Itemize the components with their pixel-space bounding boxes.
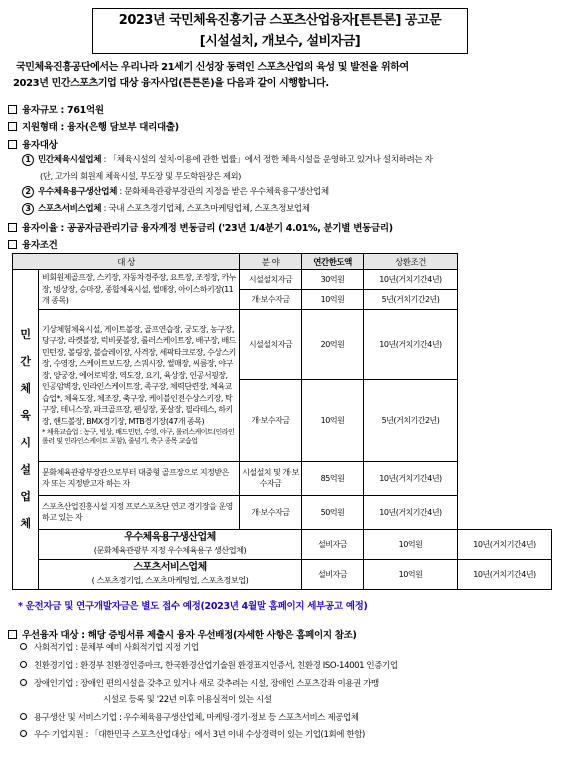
square-bullet-icon (8, 105, 17, 114)
section-target: 융자대상 (8, 137, 58, 151)
square-bullet-icon (8, 140, 17, 149)
table-header-row (13, 254, 552, 270)
priority-item-goods-service: 용구생산 및 서비스기업 : 우수체육용구생산업체, 마케팅·경기·정보 등 스포츠서비스 제공업체 (20, 710, 359, 726)
table-row: 개·보수자금 10억원 5년(거치기간2년) (13, 379, 552, 461)
circle-bullet-icon (20, 730, 27, 737)
loan-conditions-table (12, 253, 552, 590)
circled-number-icon: 2 (22, 186, 34, 198)
intro-line-1: 국민체육진흥공단에서는 우리나라 21세기 신성장 동력인 스포츠산업의 육성 및 발전을 위하여 (16, 62, 409, 73)
table-row: 스포츠산업진흥시설 지정 프로스포츠단 연고 경기장을 운영하고 있는 자 개·보수자금 50억원 10년(거치기간4년) (13, 495, 552, 529)
row-desc-1: 비회원제골프장, 스키장, 자동차경주장, 요트장, 조정장, 카누장, 빙상장, 승마장, 종합체육시설, 썰매장, 아이스하키장(11개 종목) (39, 270, 240, 310)
row-desc-2: 기상체험체육시설, 게이트볼장, 골프연습장, 궁도장, 농구장, 당구장, 라켓볼장, 럭비풋볼장, 롤러스케이트장, 배구장, 배드민턴장, 볼링장, 볼슬레이장, 사격장, 세팍타크로장, 수상스키장, 수영장, 스케이트보드장, 스쿼시장, 썰매장, 씨름장, 야구장, 양궁장, 에어로빅장, 역도장, 요기, 육상장, 인공서핑장, 인공암벽장, 인라인스케이트장, 족구장, 체력단련장, 체육교습업*, 체육도장, 체조장, 축구장, 케이블인전수상스키장, 탁구장, 테니스장, 파크골프장, 펜싱장, 풋살장, 필라테스, 하키장, 핸드볼장, BMX경기장, MTB경기장(47개 종목) * 체육교습업 : 농구, 빙상, 배드민턴, 수영, 야구, 롤러스케이트(인라인롤러 및 인라인스케이트 포함), 줄넘기, 축구 종목 교습업 (39, 309, 240, 461)
priority-item-award: 우수 기업지원 : 「대한민국 스포츠산업대상」에서 3년 이내 수상경력이 있는 기업(1회에 한함) (20, 727, 365, 743)
intro-paragraph (13, 60, 553, 92)
header-repay: 상환조건 (364, 254, 458, 270)
section-form: 지원형태 : 융자(은행 담보부 대리대출) (8, 119, 179, 133)
priority-item-social: 사회적기업 : 문체부 예비 사회적기업 지정 기업 (20, 640, 199, 656)
table-row: 기상체험체육시설, 게이트볼장, 골프연습장, 궁도장, 농구장, 당구장, 라켓볼장, 럭비풋볼장, 롤러스케이트장, 배구장, 배드민턴장, 볼링장, 볼슬레이장, 사격장, 세팍타크로장, 수상스키장, 수영장, 스케이트보드장, 스쿼시장, 썰매장, 씨름장, 야구장, 양궁장, 에어로빅장, 역도장, 요기, 육상장, 인공서핑장, 인공암벽장, 인라인스케이트장, 족구장, 체력단련장, 체육교습업*, 체육도장, 체조장, 축구장, 케이블인전수상스키장, 탁구장, 테니스장, 파크골프장, 펜싱장, 풋살장, 필라테스, 하키장, 핸드볼장, BMX경기장, MTB경기장(47개 종목) * 체육교습업 : 농구, 빙상, 배드민턴, 수영, 야구, 롤러스케이트(인라인롤러 및 인라인스케이트 포함), 줄넘기, 축구 종목 교습업 시설설치자금 20억원 10년(거치기간4년) (13, 309, 552, 379)
circle-bullet-icon (20, 643, 27, 650)
section-priority: 우선융자 대상 : 해당 증빙서류 제출시 융자 우선배정(자세한 사항은 홈페이지 참조) (8, 627, 357, 641)
target-item-2: 2 우수체육용구생산업체 : 문화체육관광부장관의 지정을 받은 우수체육용구생산업체 (22, 185, 329, 198)
circle-bullet-icon (20, 713, 27, 720)
intro-line-2: 2023년 민간스포츠기업 대상 융자사업(튼튼론)을 다음과 같이 시행합니다. (13, 78, 329, 89)
section-rate: 융자이율 : 공공자금관리기금 융자계정 변동금리 ('23년 1/4분기 4.01%, 분기별 변동금리) (8, 220, 393, 234)
row-sporting-goods-maker: 우수체육용구생산업체 (문화체육관광부 지정 우수체육용구 생산업체) (39, 529, 302, 559)
target-item-3: 3 스포츠서비스업체 : 국내 스포츠경기업체, 스포츠마케팅업체, 스포츠정보업체 (22, 202, 310, 215)
circle-bullet-icon (20, 679, 27, 686)
side-label-private-facility: 민 간 체 육 시 설 업 체 (13, 270, 39, 590)
priority-item-eco: 친환경기업 : 환경부 친환경인증마크, 한국환경산업기술원 환경표지인증서, 친환경 ISO-14001 인증기업 (20, 658, 398, 674)
section-scale: 융자규모 : 761억원 (8, 102, 104, 116)
target-note: (단, 고가의 회원제 체육시설, 무도장 및 무도학원장은 제외) (40, 171, 241, 181)
title-line-2: [시설설치, 개보수, 설비자금] (199, 34, 361, 49)
table-row: 우수체육용구생산업체 (문화체육관광부 지정 우수체육용구 생산업체) 설비자금 10억원 10년(거치기간4년) (13, 529, 552, 559)
header-field: 분 야 (240, 254, 302, 270)
table-row: 민 간 체 육 시 설 업 체 비회원제골프장, 스키장, 자동차경주장, 요트장, 조정장, 카누장, 빙상장, 승마장, 종합체육시설, 썰매장, 아이스하키장(11개 종목) 시설설치자금 30억원 10년(거치기간4년) (13, 270, 552, 290)
table-row: 스포츠서비스업체 ( 스포츠경기업, 스포츠마케팅업, 스포츠정보업) 설비자금 10억원 10년(거치기간4년) (13, 559, 552, 589)
circle-bullet-icon (20, 661, 27, 668)
row-sports-service: 스포츠서비스업체 ( 스포츠경기업, 스포츠마케팅업, 스포츠정보업) (39, 559, 302, 589)
section-conditions: 융자조건 (8, 237, 58, 251)
table-row: 개·보수자금 10억원 5년(거치기간2년) (13, 289, 552, 309)
square-bullet-icon (8, 240, 17, 249)
notice-title-box (92, 8, 468, 54)
priority-item-disabled-cont: 시설로 등록 및 '22년 이후 이용실적이 있는 시설 (103, 695, 272, 705)
header-limit: 연간한도액 (302, 254, 364, 270)
row-desc-2-note: * 체육교습업 : 농구, 빙상, 배드민턴, 수영, 야구, 롤러스케이트(인라인롤러 및 인라인스케이트 포함), 줄넘기, 축구 종목 교습업 (42, 428, 235, 446)
table-row: 문화체육관광부장관으로부터 대중형 골프장으로 지정받은 자 또는 지정받고자 하는 자 시설설치 및 개·보수자금 85억원 10년(거치기간4년) (13, 461, 552, 495)
target-item-1: 1 민간체육시설업체 : 「체육시설의 설치·이용에 관한 법률」에서 정한 체육시설을 운영하고 있거나 설치하려는 자 (22, 153, 433, 166)
row-desc-4: 스포츠산업진흥시설 지정 프로스포츠단 연고 경기장을 운영하고 있는 자 (39, 495, 240, 529)
priority-item-disabled: 장애인기업 : 장애인 편의시설을 갖추고 있거나 새로 갖추려는 시설, 장애인 스포츠강좌 이용권 가맹 (20, 676, 379, 692)
circled-number-icon: 1 (22, 154, 34, 166)
circled-number-icon: 3 (22, 203, 34, 215)
square-bullet-icon (8, 122, 17, 131)
separate-notice: * 운전자금 및 연구개발자금은 별도 접수 예정(2023년 4월말 홈페이지 세부공고 예정) (18, 601, 368, 612)
square-bullet-icon (8, 630, 17, 639)
row-desc-3: 문화체육관광부장관으로부터 대중형 골프장으로 지정받은 자 또는 지정받고자 하는 자 (39, 461, 240, 495)
square-bullet-icon (8, 223, 17, 232)
title-line-1: 2023년 국민체육진흥기금 스포츠산업융자[튼튼론] 공고문 (118, 13, 442, 28)
header-target: 대 상 (13, 254, 240, 270)
